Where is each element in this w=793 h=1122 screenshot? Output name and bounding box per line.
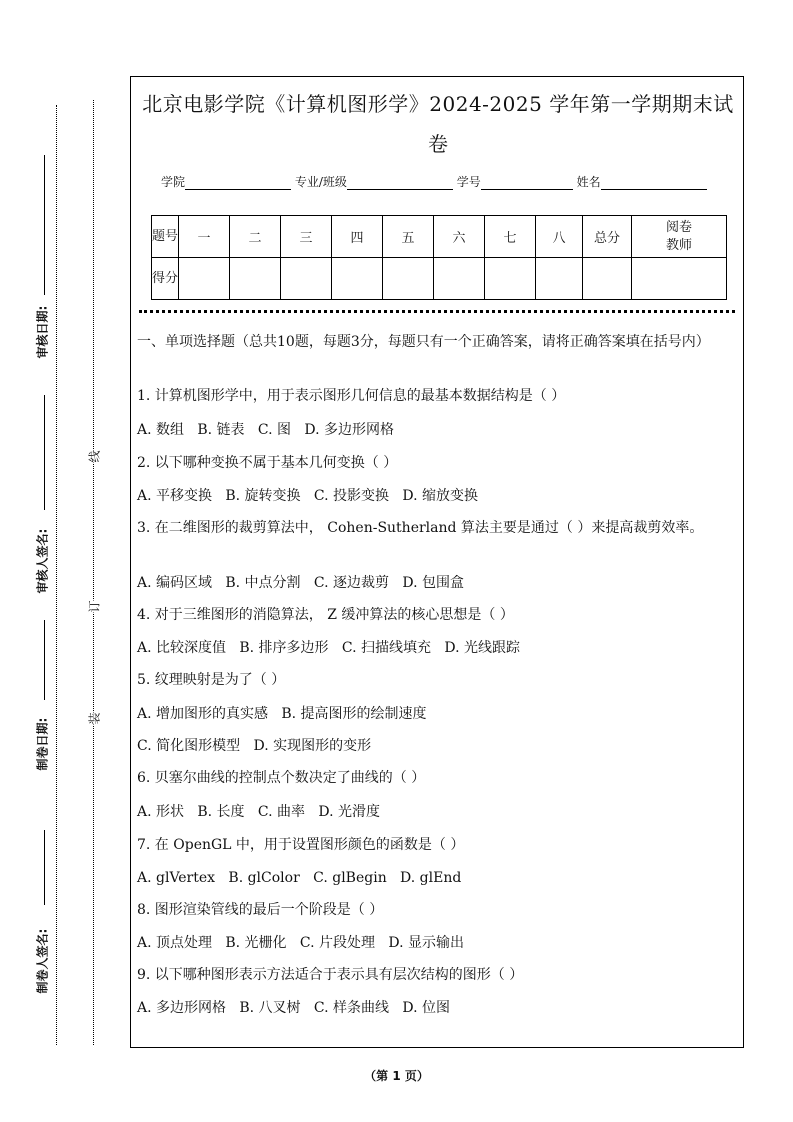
college-field[interactable] (185, 177, 291, 190)
exam-title-cont: 卷 (428, 132, 448, 156)
student-id-label: 学号 (456, 175, 481, 189)
score-col-header: 二 (230, 216, 281, 258)
inner-dotted-line (93, 100, 94, 1045)
question-1-options: A. 数组 B. 链表 C. 图 D. 多边形网格 (137, 422, 394, 438)
score-cell[interactable] (281, 258, 332, 300)
question-1: 1. 计算机图形学中，用于表示图形几何信息的最基本数据结构是（ ） (137, 388, 566, 404)
college-label: 学院 (161, 175, 186, 189)
question-5: 5. 纹理映射是为了（ ） (137, 672, 286, 688)
question-number-header: 题号 (152, 216, 179, 258)
question-2: 2. 以下哪种变换不属于基本几何变换（ ） (137, 455, 398, 471)
score-total-cell[interactable] (583, 258, 632, 300)
question-7: 7. 在 OpenGL 中，用于设置图形颜色的函数是（ ） (137, 837, 465, 853)
score-cell[interactable] (536, 258, 583, 300)
score-col-header: 四 (332, 216, 383, 258)
exam-frame (130, 76, 744, 1048)
score-table (151, 215, 727, 300)
maker-date-label: 制卷日期: (35, 717, 50, 771)
score-row-header: 得分 (152, 258, 179, 300)
score-cell[interactable] (383, 258, 434, 300)
question-3: 3. 在二维图形的裁剪算法中， Cohen-Sutherland 算法主要是通过（ ）来提高裁剪效率。 (137, 520, 704, 536)
student-id-field[interactable] (481, 177, 573, 190)
score-cell[interactable] (485, 258, 536, 300)
score-col-header: 五 (383, 216, 434, 258)
line-char: 线 (87, 450, 102, 463)
major-class-label: 专业/班级 (294, 175, 347, 189)
audit-date-label: 审核日期: (35, 305, 50, 359)
auditor-sign-line (44, 395, 45, 510)
score-cell[interactable] (179, 258, 230, 300)
name-label: 姓名 (576, 175, 601, 189)
maker-sign-label: 制卷人签名: (35, 928, 50, 994)
score-col-header: 总分 (583, 216, 632, 258)
question-9-options: A. 多边形网格 B. 八叉树 C. 样条曲线 D. 位图 (137, 1000, 450, 1016)
question-2-options: A. 平移变换 B. 旋转变换 C. 投影变换 D. 缩放变换 (137, 488, 478, 504)
maker-date-line (44, 620, 45, 700)
question-6: 6. 贝塞尔曲线的控制点个数决定了曲线的（ ） (137, 770, 426, 786)
fold-char: 装 (87, 712, 102, 725)
outer-dotted-line (56, 105, 57, 1045)
question-5-options: A. 增加图形的真实感 B. 提高图形的绘制速度 (137, 706, 427, 722)
question-9: 9. 以下哪种图形表示方法适合于表示具有层次结构的图形（ ） (137, 967, 524, 983)
score-cell[interactable] (230, 258, 281, 300)
student-info-row (161, 173, 707, 190)
name-field[interactable] (601, 177, 707, 190)
question-8: 8. 图形渲染管线的最后一个阶段是（ ） (137, 902, 384, 918)
auditor-sign-label: 审核人签名: (35, 528, 50, 594)
major-class-field[interactable] (347, 177, 453, 190)
dotted-separator (139, 310, 735, 313)
question-8-options: A. 顶点处理 B. 光栅化 C. 片段处理 D. 显示输出 (137, 935, 464, 951)
maker-sign-line (44, 830, 45, 905)
reviewer-header: 阅卷教师 (632, 216, 727, 258)
question-7-options: A. glVertex B. glColor C. glBegin D. glEnd (137, 870, 462, 886)
score-col-header: 一 (179, 216, 230, 258)
score-col-header: 六 (434, 216, 485, 258)
question-4: 4. 对于三维图形的消隐算法， Z 缓冲算法的核心思想是（ ） (137, 607, 514, 623)
reviewer-cell[interactable] (632, 258, 727, 300)
section-title: 一、单项选择题（总共10题，每题3分，每题只有一个正确答案，请将正确答案填在括号内） (137, 334, 710, 350)
score-cell[interactable] (332, 258, 383, 300)
exam-title: 北京电影学院《计算机图形学》2024-2025 学年第一学期期末试 (142, 92, 734, 116)
bind-char: 订 (87, 600, 102, 613)
audit-date-line (44, 155, 45, 295)
question-6-options: A. 形状 B. 长度 C. 曲率 D. 光滑度 (137, 804, 380, 820)
score-cell[interactable] (434, 258, 485, 300)
question-5-options-2: C. 简化图形模型 D. 实现图形的变形 (137, 738, 372, 754)
question-4-options: A. 比较深度值 B. 排序多边形 C. 扫描线填充 D. 光线跟踪 (137, 640, 520, 656)
question-3-options: A. 编码区域 B. 中点分割 C. 逐边裁剪 D. 包围盒 (137, 575, 464, 591)
score-col-header: 八 (536, 216, 583, 258)
score-col-header: 三 (281, 216, 332, 258)
score-col-header: 七 (485, 216, 536, 258)
page-number: （第 1 页） (364, 1069, 429, 1083)
